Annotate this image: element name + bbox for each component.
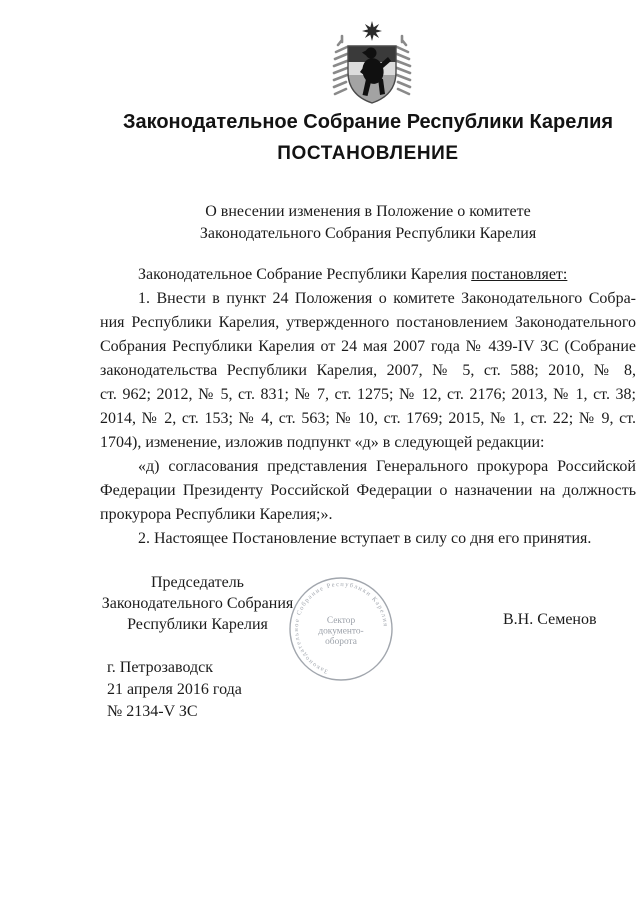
footer-city: г. Петрозаводск [107,659,214,676]
stamp-center-line: оборота [325,637,357,647]
coat-of-arms-svg [332,20,412,106]
body-line: прокурора Республики Карелия;». [100,506,333,523]
body-line: 1. Внести в пункт 24 Положения о комитете Законодательного Собра- [138,290,636,307]
document-type-title: ПОСТАНОВЛЕНИЕ [277,143,459,164]
star-icon [362,21,382,41]
stamp-ring-text: Законодательное Собрание Республики Карелия [293,580,389,675]
body-line: «д) согласования представления Генерального прокурора Российской [138,458,636,475]
intro-line [100,263,636,287]
subject-line: О внесении изменения в Положение о комитете [205,203,531,220]
subject-block [100,201,636,245]
body-line: ния Республики Карелия, утвержденного постановлением Законодательного [100,314,636,331]
stamp-center-line: документо- [318,626,364,637]
intro-text: Законодательное Собрание Республики Карелия [138,266,468,283]
signature-title-line: Председатель [151,574,244,591]
karelia-coat-of-arms-icon [332,20,412,106]
document-stamp-seal [285,574,397,684]
signature-title-line: Республики Карелия [127,616,268,633]
body-line: ст. 962; 2012, № 5, ст. 831; № 7, ст. 1275; № 12, ст. 2176; 2013, № 1, ст. 38; [100,386,636,403]
stamp-center-text [318,616,363,647]
organization-title: Законодательное Собрание Республики Карелия [122,111,614,133]
subject-line: Законодательного Собрания Республики Карелия [199,225,537,242]
body-paragraphs [100,263,636,551]
footer-block [107,657,242,723]
stamp-svg [285,574,397,684]
signature-title-line: Законодательного Собрания [101,595,294,612]
body-line: 2014, № 2, ст. 153; № 4, ст. 563; № 10, ст. 1769; 2015, № 1, ст. 22; № 9, ст. [100,410,636,427]
intro-underlined-word: постановляет: [471,266,568,283]
signature-title-block [95,572,300,635]
body-line: законодательства Республики Карелия, 2007, № 5, ст. 588; 2010, № 8, [100,362,636,379]
footer-date: 21 апреля 2016 года [107,681,242,698]
footer-number: № 2134-V ЗС [107,703,198,720]
body-line: 2. Настоящее Постановление вступает в силу со дня его принятия. [138,530,592,547]
body-line: Федерации Президенту Российской Федерации о назначении на должность [100,482,636,499]
signatory-name: В.Н. Семенов [503,611,597,628]
body-line: 1704), изменение, изложив подпункт «д» в следующей редакции: [100,434,545,451]
stamp-center-line: Сектор [326,616,356,626]
body-line: Собрания Республики Карелия от 24 мая 2007 года № 439-IV ЗС (Собрание [100,338,636,355]
